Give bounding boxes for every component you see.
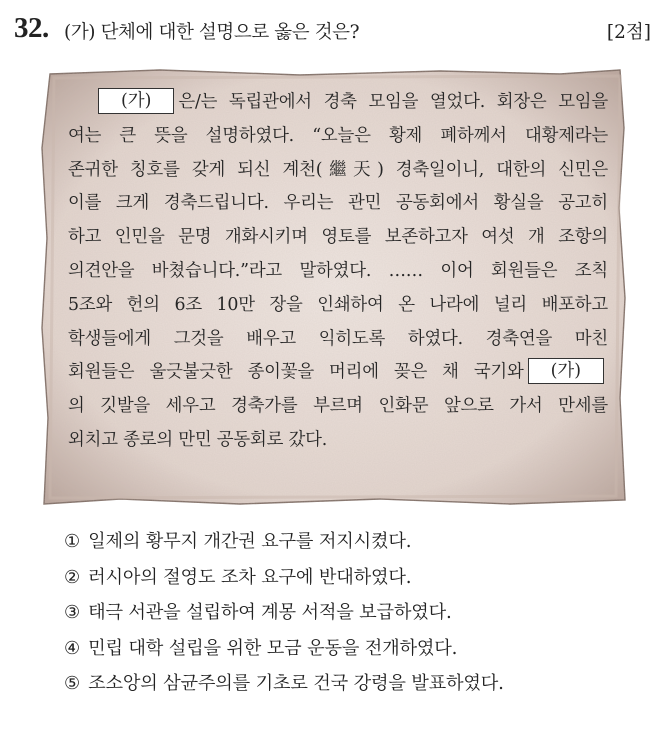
choice-text: 일제의 황무지 개간권 요구를 저지시켰다.	[88, 531, 412, 552]
question-number: 32.	[14, 12, 49, 44]
choice-text: 조소앙의 삼균주의를 기초로 건국 강령을 발표하였다.	[88, 673, 504, 695]
choice-number: ③	[64, 602, 81, 624]
question-header	[14, 12, 651, 48]
passage-line: 외치고 종로의 만민 공동회로 갔다.	[68, 429, 328, 450]
question-points: [2점]	[606, 22, 651, 43]
passage-line: 이를 크게 경축드립니다. 우리는 관민 공동회에서 황실을 공고히	[68, 193, 608, 214]
passage-line: 의견안을 바쳤습니다.”라고 말하였다. …… 이어 회원들은 조칙	[68, 260, 608, 281]
answer-choices	[64, 524, 504, 702]
choice-1[interactable]	[64, 524, 504, 560]
choice-number: ④	[64, 637, 81, 659]
passage-line: 학생들에게 그것을 배우고 익히도록 하였다. 경축연을 마친	[68, 328, 608, 349]
choice-number: ②	[64, 566, 81, 588]
blank-ga-box: (가)	[98, 88, 174, 114]
choice-3[interactable]	[64, 595, 504, 631]
choice-text: 태극 서관을 설립하여 계몽 서적을 보급하였다.	[88, 602, 452, 624]
passage-line: 존귀한 칭호를 갖게 되신 계천(繼天) 경축일이니, 대한의 신민은	[68, 159, 608, 180]
choice-5[interactable]	[64, 666, 504, 702]
source-passage-box	[40, 68, 627, 506]
passage-line: 5조와 헌의 6조 10만 장을 인쇄하여 온 나라에 널리 배포하고	[68, 294, 608, 315]
passage-line: 의 깃발을 세우고 경축가를 부르며 인화문 앞으로 가서 만세를	[68, 396, 608, 417]
passage-line: 여는 큰 뜻을 설명하였다. “오늘은 황제 폐하께서 대황제라는	[68, 125, 608, 146]
choice-text: 러시아의 절영도 조차 요구에 반대하였다.	[88, 566, 412, 588]
choice-number: ①	[64, 531, 81, 552]
passage-line: (가) 은/는 독립관에서 경축 모임을 열었다. 회장은 모임을	[68, 86, 608, 120]
blank-ga-box: (가)	[528, 358, 604, 384]
choice-4[interactable]	[64, 631, 504, 667]
choice-2[interactable]	[64, 560, 504, 596]
choice-number: ⑤	[64, 673, 81, 695]
passage-line: 회원들은 울긋불긋한 종이꽃을 머리에 꽂은 채 국기와 (가)	[68, 356, 608, 390]
passage-line: 하고 인민을 문명 개화시키며 영토를 보존하고자 여섯 개 조항의	[68, 227, 608, 248]
choice-text: 민립 대학 설립을 위한 모금 운동을 전개하였다.	[88, 637, 458, 659]
question-prompt: (가) 단체에 대한 설명으로 옳은 것은?	[64, 22, 360, 43]
passage-text	[68, 86, 608, 458]
